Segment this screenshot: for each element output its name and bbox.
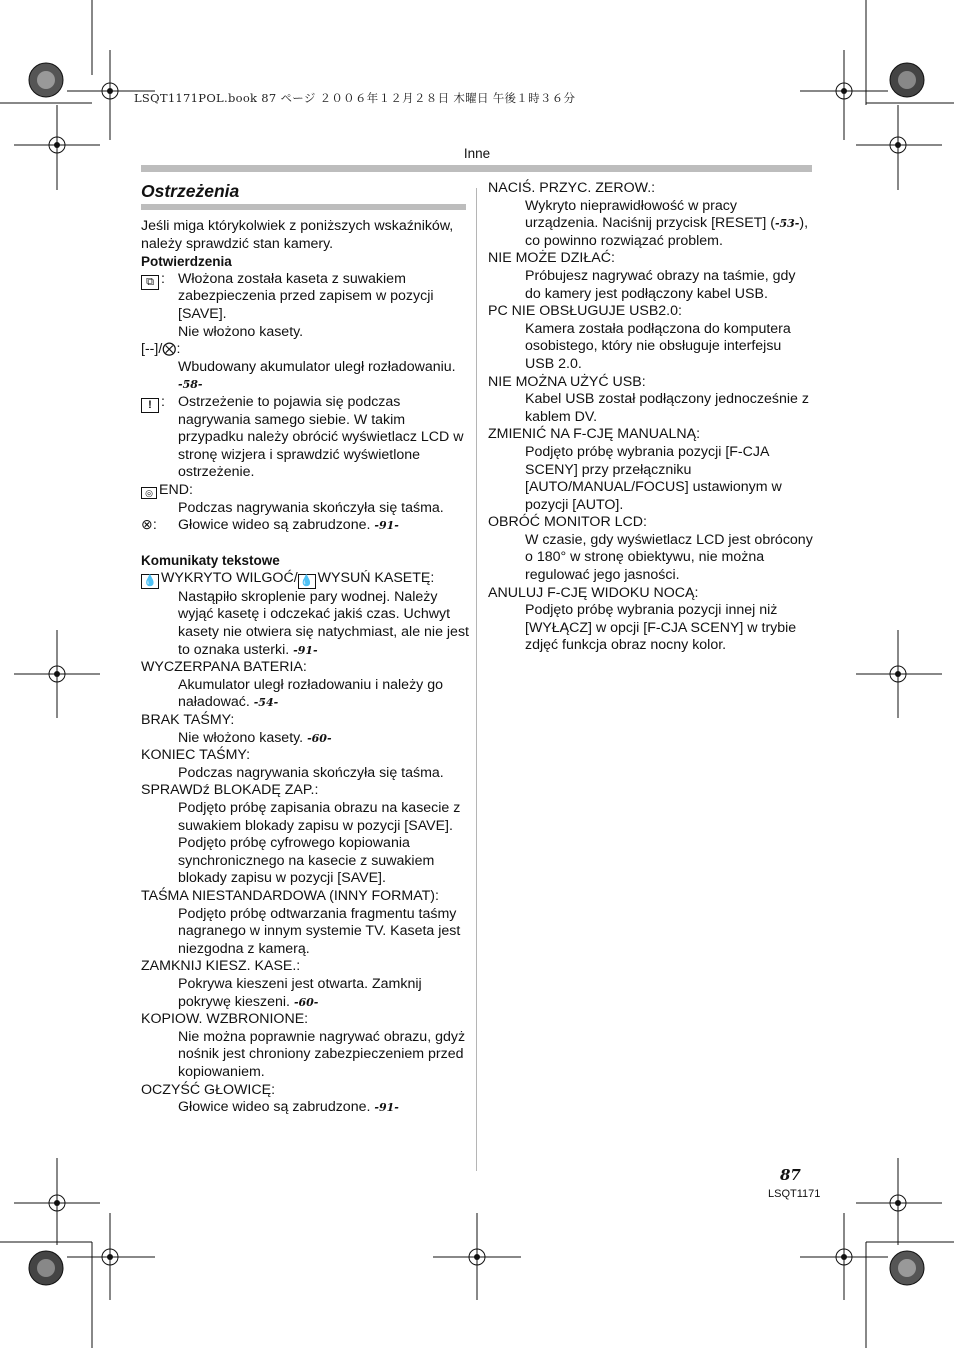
message-title <box>141 570 471 589</box>
confirm-symbol <box>141 271 165 290</box>
message-cannot-operate <box>488 250 813 303</box>
message-desc <box>141 589 471 659</box>
message-title-b: WYSUŃ KASETĘ: <box>317 569 435 586</box>
message-desc <box>141 1099 471 1117</box>
message-moisture <box>141 570 471 659</box>
confirm-item-battery: [--]/⨂: Wbudowany akumulator uległ rozładowaniu. -58- <box>141 341 456 392</box>
column-divider <box>476 188 477 1171</box>
message-desc-text: Pokrywa kieszeni jest otwarta. Zamknij pokrywę kieszeni. <box>178 975 422 1010</box>
message-desc: Podjęto próbę odtwarzania fragmentu taśmy nagranego w innym systemie TV. Kaseta jest niezgodna z kamerą. <box>178 905 461 957</box>
message-desc: Próbujesz nagrywać obrazy na taśmie, gdy do kamery jest podłączony kabel USB. <box>525 267 796 302</box>
message-desc: Podczas nagrywania skończyła się taśma. <box>178 764 444 781</box>
page-title: Ostrzeżenia <box>141 181 240 201</box>
title-rule <box>141 204 466 210</box>
confirm-line: Nie włożono kasety. <box>178 323 304 340</box>
confirm-item-warning <box>141 394 471 482</box>
spacer <box>141 535 471 553</box>
confirm-symbol <box>141 517 157 535</box>
message-title: SPRAWDź BLOKADĘ ZAP.: <box>141 782 319 799</box>
message-desc-text: ), co powinno rozwiązać problem. <box>525 215 809 249</box>
symbol-suffix: END: <box>159 481 193 498</box>
confirm-line: Wbudowany akumulator uległ rozładowaniu. <box>178 358 456 375</box>
message-desc <box>488 198 813 251</box>
symbol-suffix: : <box>161 393 165 410</box>
confirm-symbol <box>141 394 165 413</box>
left-column <box>141 180 471 1117</box>
symbol-prefix: [--]/ <box>141 341 163 358</box>
message-close-cover <box>141 958 471 1011</box>
symbol-suffix: : <box>152 517 157 534</box>
message-desc <box>141 976 471 1011</box>
message-no-tape <box>141 712 471 747</box>
message-usb2-unsupported <box>488 303 813 373</box>
message-desc-text: Wykryto nieprawidłowość w pracy urządzenia. Naciśnij przycisk [RESET] ( <box>525 197 775 232</box>
message-desc: Podjęto próbę cyfrowego kopiowania synchronicznego na kasecie z suwakiem blokady zapisu w pozycji [SAVE]. <box>178 835 435 887</box>
message-night-view <box>488 585 813 655</box>
page-ref: -53- <box>774 217 800 231</box>
confirm-line: Ostrzeżenie to pojawia się podczas nagrywania samego siebie. W takim przypadku należy obrócić wyświetlacz LCD w stronę wizjera i sprawdzić wyświetlone ostrzeżenie. <box>178 393 464 481</box>
message-manual-mode <box>488 426 813 514</box>
page-ref: -54- <box>253 696 279 710</box>
message-desc <box>141 730 471 748</box>
page-ref: -58- <box>178 378 203 392</box>
message-title: ZAMKNIJ KIESZ. KASE.: <box>141 958 301 975</box>
confirm-line: Podczas nagrywania skończyła się taśma. <box>178 499 444 516</box>
message-nonstandard-tape <box>141 888 471 958</box>
top-rule <box>141 165 812 172</box>
intro-text: Jeśli miga którykolwiek z poniższych wskaźników, należy sprawdzić stan kamery. <box>141 218 454 252</box>
cassette-protected-icon: ⧉ <box>141 275 159 290</box>
confirm-line: Włożona została kaseta z suwakiem zabezpieczenia przed zapisem w pozycji [SAVE]. <box>178 270 434 322</box>
message-title: ZMIENIĆ NA F-CJĘ MANUALNĄ: <box>488 426 701 443</box>
message-title: KOPIOW. WZBRONIONE: <box>141 1011 309 1028</box>
message-desc-text: Nie włożono kasety. <box>178 729 304 746</box>
message-usb-unavailable <box>488 374 813 427</box>
message-clean-head <box>141 1082 471 1117</box>
message-title: ANULUJ F-CJĘ WIDOKU NOCĄ: <box>488 584 699 601</box>
message-desc: Podjęto próbę wybrania pozycji [F-CJA SCENY] przy przełączniku [AUTO/MANUAL/FOCUS] ustawionym w pozycji [AUTO]. <box>525 443 782 513</box>
message-title: NACIŚ. PRZYC. ZEROW.: <box>488 180 656 196</box>
tape-end-icon: ◎ <box>141 487 157 499</box>
message-desc-text: Głowice wideo są zabrudzone. <box>178 1099 371 1116</box>
page-ref: -91- <box>293 643 318 657</box>
message-desc: Kamera została podłączona do komputera osobistego, który nie obsługuje interfejsu USB 2.0. <box>525 320 791 372</box>
message-title-a: WYKRYTO WILGOĆ/ <box>161 569 298 586</box>
message-reset <box>488 180 813 250</box>
message-desc: Nie można poprawnie nagrywać obrazu, gdyż nośnik jest chroniony zabezpieczeniem przed kopiowaniem. <box>178 1028 466 1080</box>
message-title: NIE MOŻNA UŻYĆ USB: <box>488 373 646 390</box>
confirm-line: Głowice wideo są zabrudzone. <box>178 517 371 534</box>
book-file-header: LSQT1171POL.book 87 ページ ２００６年１２月２８日 木曜日 午後１時３６分 <box>134 91 576 105</box>
page-ref: -60- <box>293 995 319 1009</box>
message-title: KONIEC TAŚMY: <box>141 747 251 764</box>
message-desc-text: Nastąpiło skroplenie pary wodnej. Należy wyjąć kasetę i odczekać jakiś czas. Uchwyt kasety nie otwiera się natychmiast, ale nie jest to oznaka usterki. <box>178 588 469 658</box>
page-ref: -60- <box>307 731 332 745</box>
document-code: LSQT1171 <box>768 1188 821 1200</box>
message-rotate-lcd <box>488 514 813 584</box>
page-ref: -91- <box>374 1101 399 1115</box>
message-title: NIE MOŻE DZIŁAĆ: <box>488 250 615 267</box>
messages-heading: Komunikaty tekstowe <box>141 553 280 569</box>
message-tape-end <box>141 747 471 782</box>
water-drop-icon: 💧 <box>141 574 159 589</box>
confirm-item-dirty-head <box>141 517 471 535</box>
confirm-item-cassette-protected <box>141 271 471 341</box>
message-title: TAŚMA NIESTANDARDOWA (INNY FORMAT): <box>141 887 439 904</box>
message-check-lock <box>141 782 471 888</box>
confirm-heading: Potwierdzenia <box>141 254 232 270</box>
message-title: OCZYŚĆ GŁOWICĘ: <box>141 1081 276 1098</box>
water-drop-icon: 💧 <box>298 574 316 589</box>
section-label: Inne <box>463 146 491 161</box>
message-title: OBRÓĆ MONITOR LCD: <box>488 514 647 531</box>
page-ref: -91- <box>374 519 399 533</box>
message-desc: Podjęto próbę zapisania obrazu na kasecie z suwakiem blokady zapisu w pozycji [SAVE]. <box>178 800 461 834</box>
message-desc: Podjęto próbę wybrania pozycji innej niż [WYŁĄCZ] w opcji [F-CJA SCENY] w trybie zdjęć funkcja obraz nocny kolor. <box>525 602 797 654</box>
message-battery <box>141 659 471 712</box>
message-title: PC NIE OBSŁUGUJE USB2.0: <box>488 303 682 320</box>
dirty-head-icon: ⊗ <box>141 517 153 534</box>
symbol-suffix: : <box>161 270 165 287</box>
message-desc: W czasie, gdy wyświetlacz LCD jest obrócony o 180° w stronę obiektywu, nie można regulować jego jasności. <box>525 531 813 584</box>
message-desc: Kabel USB został podłączony jednocześnie z kablem DV. <box>525 391 809 425</box>
page-number: 87 <box>780 1166 801 1184</box>
confirm-item-tape-end <box>141 482 471 517</box>
warning-exclaim-icon: ! <box>141 398 159 413</box>
message-copy-prohibited <box>141 1011 471 1081</box>
battery-empty-icon: ⨂ <box>162 341 177 358</box>
message-desc <box>141 677 471 712</box>
message-title: BRAK TAŚMY: <box>141 712 235 729</box>
message-desc-text: Akumulator uległ rozładowaniu i należy go naładować. <box>178 676 443 711</box>
right-column <box>488 180 813 655</box>
message-title: WYCZERPANA BATERIA: <box>141 659 307 676</box>
